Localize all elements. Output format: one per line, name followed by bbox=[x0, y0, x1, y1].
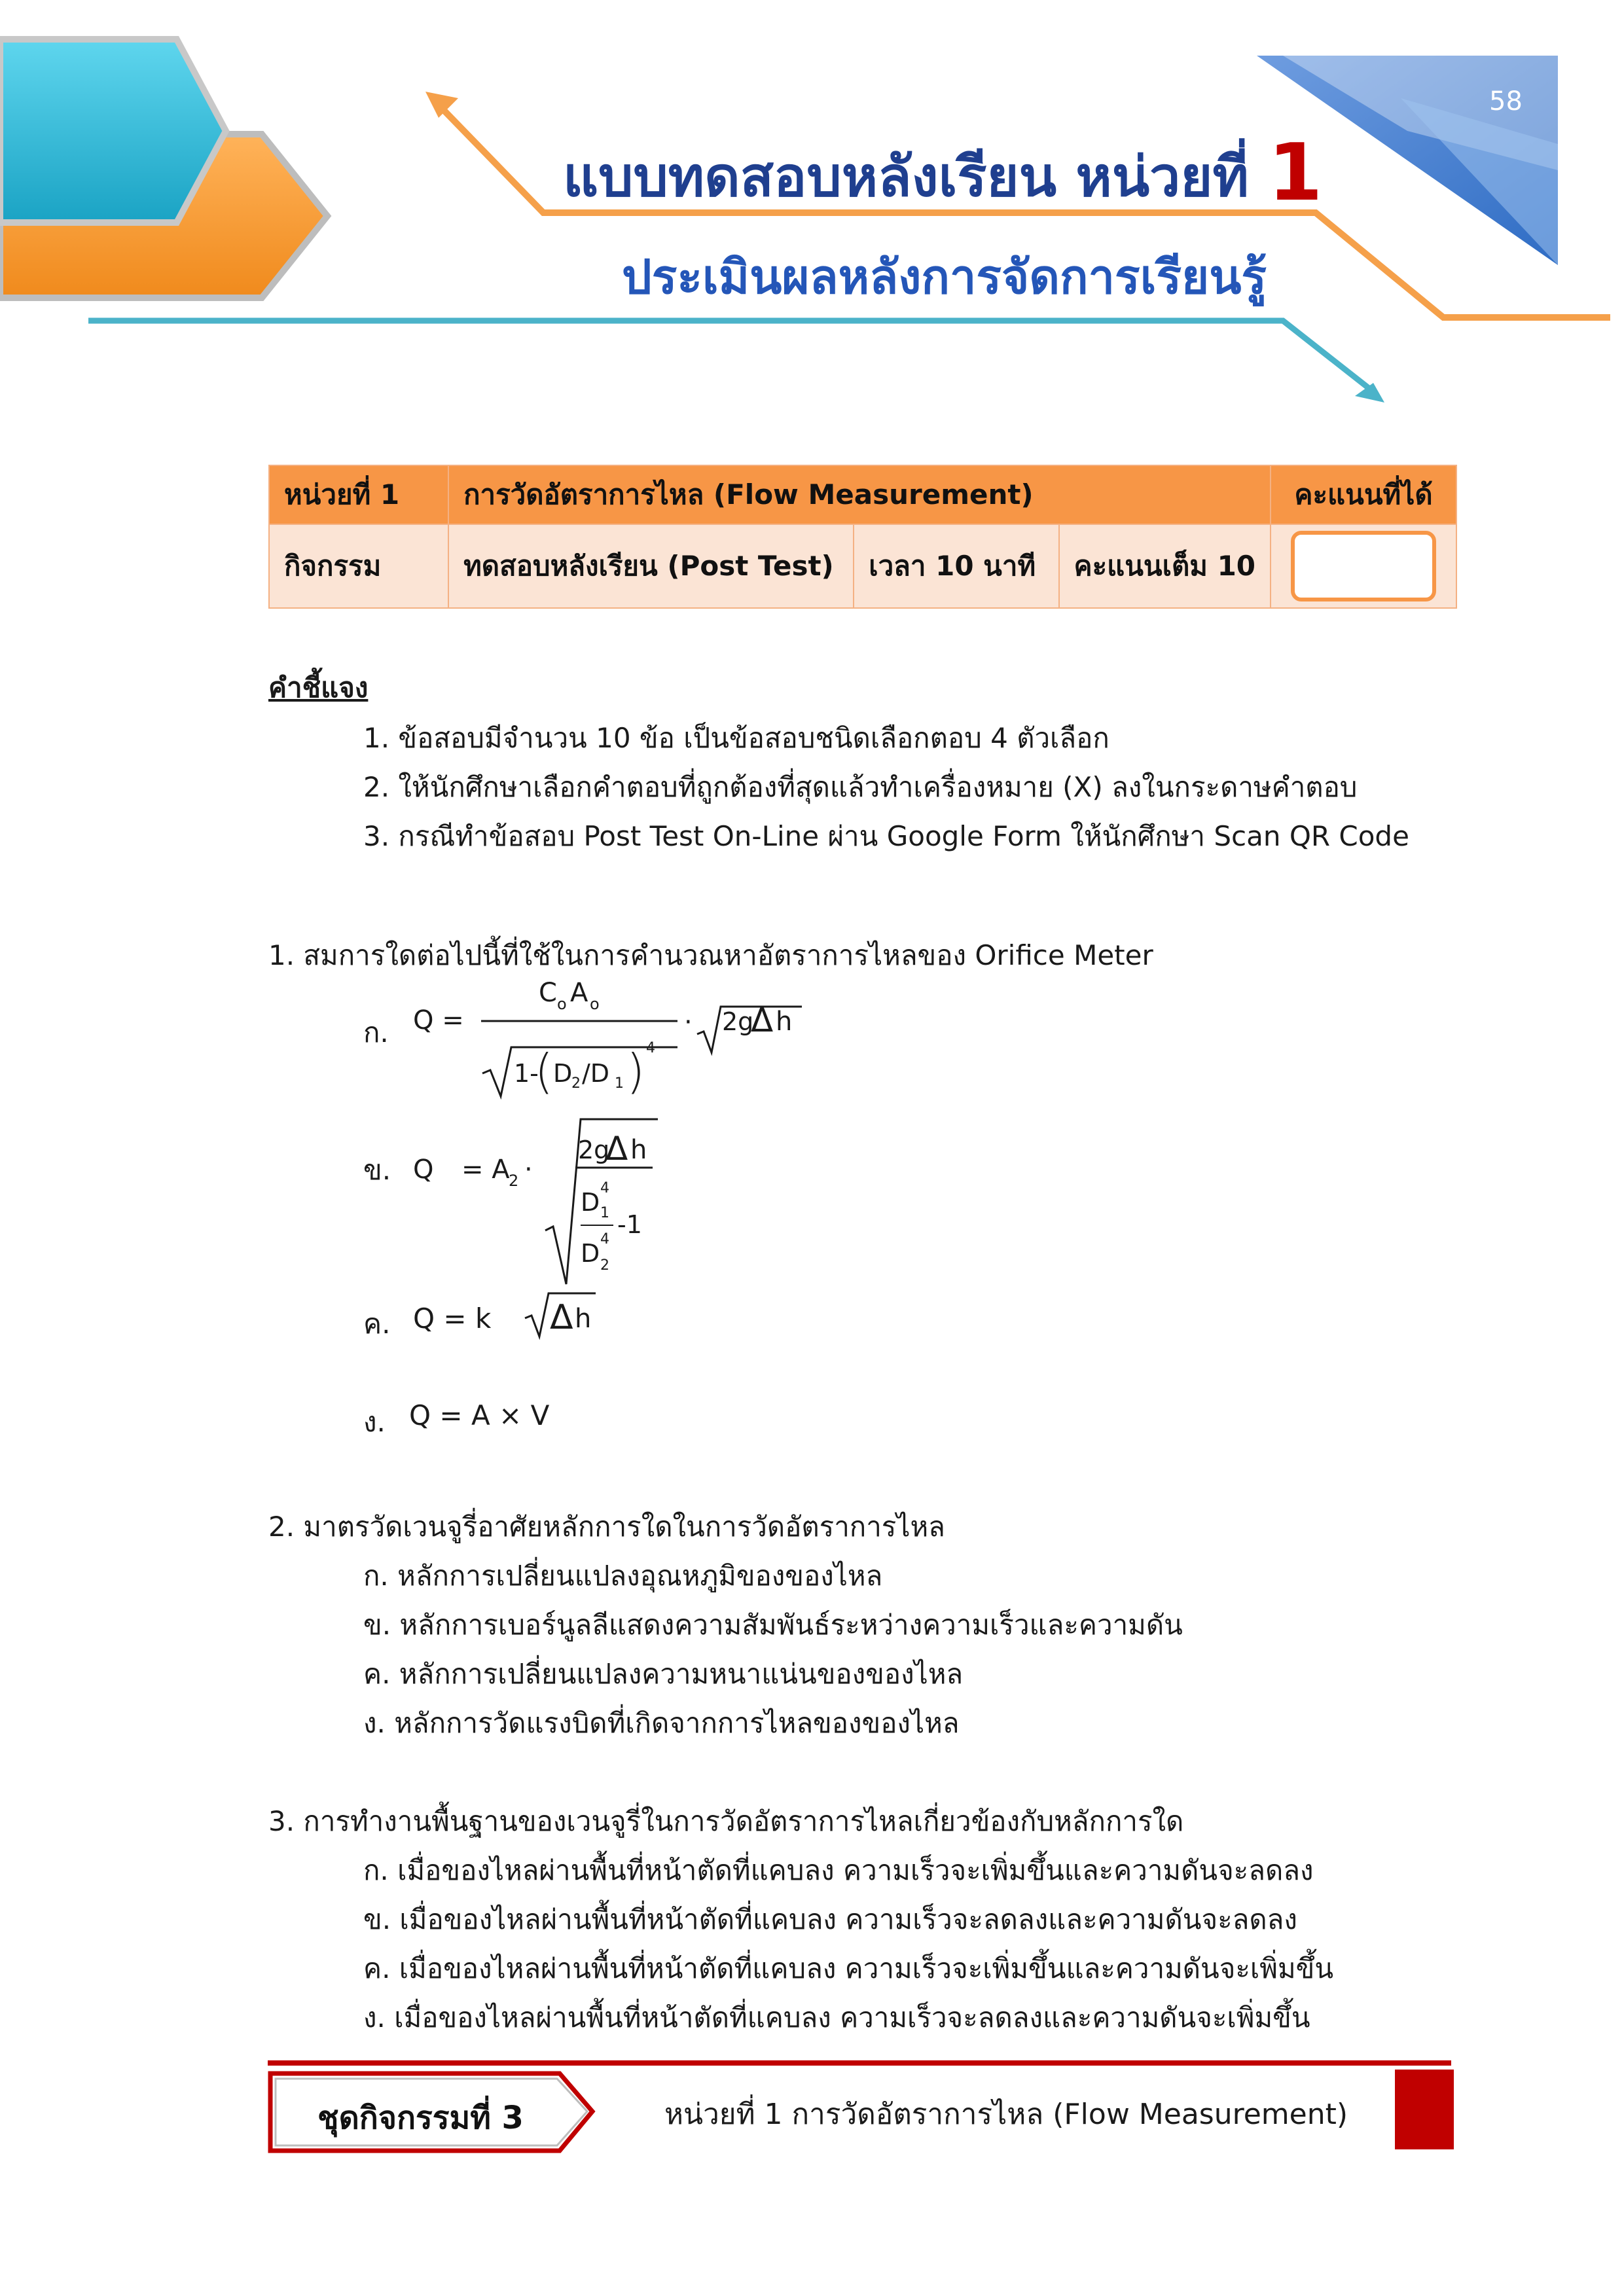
instruction-item: 2. ให้นักศึกษาเลือกคำตอบที่ถูกต้องที่สุดแล้วทำเครื่องหมาย (X) ลงในกระดาษคำตอบ bbox=[363, 771, 1358, 803]
score-cell bbox=[1271, 524, 1456, 608]
page-subtitle: ประเมินผลหลังการจัดการเรียนรู้ bbox=[622, 249, 1267, 304]
unit-title: การวัดอัตราการไหล (Flow Measurement) bbox=[448, 465, 1271, 524]
choice-item: ค. หลักการเปลี่ยนแปลงความหนาแน่นของของไหล bbox=[363, 1658, 964, 1690]
svg-text:2: 2 bbox=[571, 1075, 581, 1092]
instruction-item: 3. กรณีทำข้อสอบ Post Test On-Line ผ่าน Google Form ให้นักศึกษา Scan QR Code bbox=[363, 820, 1409, 852]
formula-choice-c-text: Q = k bbox=[413, 1302, 492, 1335]
svg-text:D: D bbox=[581, 1239, 600, 1268]
svg-text:Q =: Q = bbox=[413, 1005, 464, 1035]
svg-text:2g: 2g bbox=[722, 1007, 754, 1036]
time-value: เวลา 10 นาที bbox=[854, 524, 1058, 608]
svg-text:4: 4 bbox=[600, 1180, 609, 1196]
svg-text:A: A bbox=[570, 978, 588, 1008]
svg-text:Δ: Δ bbox=[751, 1001, 774, 1039]
svg-text:h: h bbox=[575, 1304, 592, 1334]
svg-text:o: o bbox=[557, 995, 567, 1013]
svg-text:D: D bbox=[581, 1188, 600, 1217]
choice-label: ง. bbox=[363, 1406, 386, 1438]
teal-swoosh bbox=[88, 321, 1375, 393]
formula-choice-c-root bbox=[524, 1289, 602, 1342]
svg-text:): ) bbox=[626, 1044, 645, 1099]
choice-item: ง. หลักการวัดแรงบิดที่เกิดจากการไหลของของไหล bbox=[363, 1707, 960, 1739]
svg-text:4: 4 bbox=[646, 1040, 655, 1056]
footer-unit-title: หน่วยที่ 1 การวัดอัตราการไหล (Flow Measurement) bbox=[664, 2098, 1348, 2131]
svg-text:2: 2 bbox=[509, 1172, 519, 1190]
svg-text:Δ: Δ bbox=[605, 1130, 628, 1168]
choice-item: ก. เมื่อของไหลผ่านพื้นที่หน้าตัดที่แคบลง ความเร็วจะเพิ่มขึ้นและความดันจะลดลง bbox=[363, 1854, 1314, 1886]
svg-text:1: 1 bbox=[615, 1075, 624, 1092]
page-title bbox=[563, 128, 1323, 220]
svg-text:-1: -1 bbox=[617, 1210, 642, 1239]
choice-label: ค. bbox=[363, 1308, 391, 1340]
svg-text:1: 1 bbox=[600, 1205, 609, 1221]
svg-text:4: 4 bbox=[600, 1231, 609, 1247]
score-label: คะแนนที่ได้ bbox=[1271, 465, 1456, 524]
svg-text:D: D bbox=[553, 1059, 573, 1088]
footer-activity-label: ชุดกิจกรรมที่ 3 bbox=[317, 2100, 524, 2136]
activity-value: ทดสอบหลังเรียน (Post Test) bbox=[448, 524, 854, 608]
question-2-text: 2. มาตรวัดเวนจูรี่อาศัยหลักการใดในการวัดอัตราการไหล bbox=[268, 1511, 945, 1543]
page-number: 58 bbox=[1489, 86, 1523, 117]
cyan-arrow-shape bbox=[0, 39, 226, 223]
formula-choice-b bbox=[409, 1113, 684, 1296]
svg-text:o: o bbox=[590, 995, 600, 1013]
choice-label: ก. bbox=[363, 1016, 389, 1049]
page-title-number: 1 bbox=[1268, 128, 1323, 219]
svg-text:h: h bbox=[630, 1135, 647, 1165]
svg-text:h: h bbox=[776, 1007, 793, 1037]
activity-label: กิจกรรม bbox=[269, 524, 448, 608]
choice-item: ข. เมื่อของไหลผ่านพื้นที่หน้าตัดที่แคบลง ความเร็วจะลดลงและความดันจะลดลง bbox=[363, 1903, 1297, 1935]
instructions-heading: คำชี้แจง bbox=[268, 672, 369, 704]
formula-choice-d: Q = A × V bbox=[409, 1399, 550, 1431]
choice-item: ค. เมื่อของไหลผ่านพื้นที่หน้าตัดที่แคบลง ความเร็วจะเพิ่มขึ้นและความดันจะเพิ่มขึ้น bbox=[363, 1952, 1334, 1984]
info-table bbox=[268, 465, 1457, 609]
score-input-box[interactable] bbox=[1291, 531, 1436, 601]
choice-item: ก. หลักการเปลี่ยนแปลงอุณหภูมิของของไหล bbox=[363, 1560, 883, 1592]
full-score-value: คะแนนเต็ม 10 bbox=[1059, 524, 1271, 608]
svg-text:Δ: Δ bbox=[550, 1298, 573, 1337]
unit-label: หน่วยที่ 1 bbox=[269, 465, 448, 524]
svg-text:2g: 2g bbox=[578, 1136, 610, 1164]
svg-text:C: C bbox=[539, 978, 557, 1008]
choice-label: ข. bbox=[363, 1154, 391, 1186]
svg-text:(: ( bbox=[535, 1044, 554, 1099]
svg-text:·: · bbox=[524, 1155, 533, 1185]
svg-text:2: 2 bbox=[600, 1257, 609, 1274]
formula-choice-a bbox=[409, 975, 815, 1113]
svg-text:= A: = A bbox=[461, 1155, 510, 1185]
question-3-text: 3. การทำงานพื้นฐานของเวนจูรี่ในการวัดอัตราการไหลเกี่ยวข้องกับหลักการใด bbox=[268, 1805, 1184, 1837]
choice-item: ข. หลักการเบอร์นูลลีแสดงความสัมพันธ์ระหว่างความเร็วและความดัน bbox=[363, 1609, 1183, 1641]
question-1-text: 1. สมการใดต่อไปนี้ที่ใช้ในการคำนวณหาอัตราการไหลของ Orifice Meter bbox=[268, 939, 1153, 971]
svg-text:/D: /D bbox=[582, 1059, 610, 1088]
instruction-item: 1. ข้อสอบมีจำนวน 10 ข้อ เป็นข้อสอบชนิดเลือกตอบ 4 ตัวเลือก bbox=[363, 722, 1110, 754]
svg-text:Q: Q bbox=[413, 1155, 434, 1185]
choice-item: ง. เมื่อของไหลผ่านพื้นที่หน้าตัดที่แคบลง ความเร็วจะลดลงและความดันจะเพิ่มขึ้น bbox=[363, 2001, 1310, 2034]
svg-text:1-: 1- bbox=[514, 1059, 539, 1088]
svg-text:·: · bbox=[684, 1007, 693, 1037]
page-title-text: แบบทดสอบหลังเรียน หน่วยที่ bbox=[563, 145, 1249, 209]
